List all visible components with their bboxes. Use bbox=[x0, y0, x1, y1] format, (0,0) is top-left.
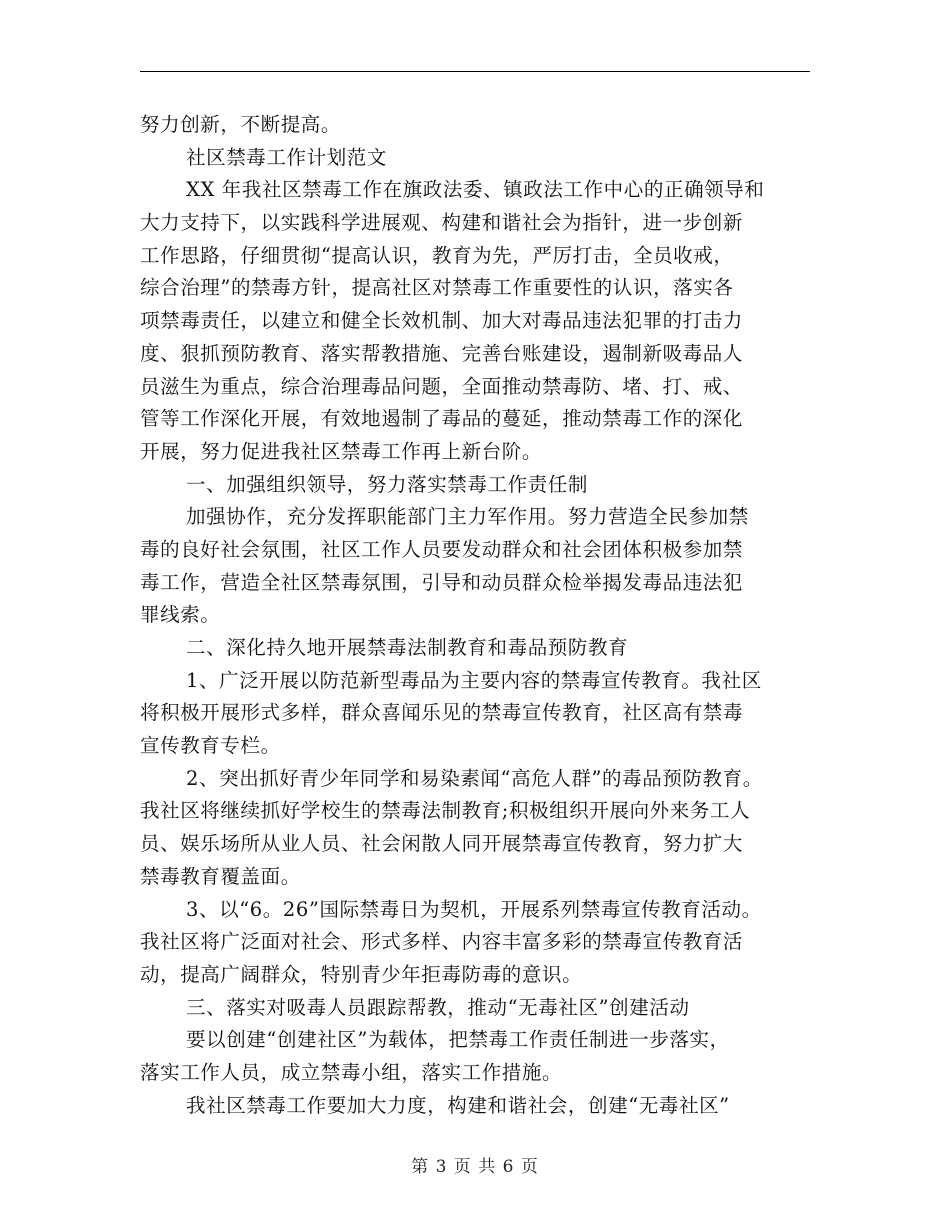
text-line: 1、广泛开展以防范新型毒品为主要内容的禁毒宣传教育。我社区 bbox=[186, 668, 762, 692]
text-line: 二、深化持久地开展禁毒法制教育和毒品预防教育 bbox=[186, 636, 629, 659]
text-line: 加强协作，充分发挥职能部门主力军作用。努力营造全民参加禁 bbox=[186, 505, 749, 529]
text-line: 工作思路，仔细贯彻“提高认识，教育为先，严厉打击，全员收戒， bbox=[140, 243, 734, 267]
text-line: 大力支持下，以实践科学进展观、构建和谐社会为指针，进一步创新 bbox=[140, 211, 744, 235]
text-line: 禁毒教育覆盖面。 bbox=[140, 864, 301, 888]
document-body bbox=[140, 109, 810, 1122]
text-line: 项禁毒责任，以建立和健全长效机制、加大对毒品违法犯罪的打击力 bbox=[140, 309, 744, 333]
text-line: 努力创新，不断提高。 bbox=[140, 113, 342, 136]
text-line: 要以创建“创建社区”为载体，把禁毒工作责任制进一步落实， bbox=[186, 1028, 730, 1052]
text-line: 员、娱乐场所从业人员、社会闲散人同开展禁毒宣传教育，努力扩大 bbox=[140, 832, 744, 856]
header-rule bbox=[140, 71, 810, 72]
text-line: 我社区将广泛面对社会、形式多样、内容丰富多彩的禁毒宣传教育活 bbox=[140, 930, 744, 954]
text-line: 毒的良好社会氛围，社区工作人员要发动群众和社会团体积极参加禁 bbox=[140, 537, 744, 561]
text-line: 宣传教育专栏。 bbox=[140, 734, 281, 758]
text-line: 动，提高广阔群众，特别青少年拒毒防毒的意识。 bbox=[140, 962, 583, 986]
text-line: 将积极开展形式多样，群众喜闻乐见的禁毒宣传教育，社区高有禁毒 bbox=[140, 701, 744, 725]
text-line: 综合治理”的禁毒方针，提高社区对禁毒工作重要性的认识，落实各 bbox=[140, 276, 734, 300]
text-line: 开展，努力促进我社区禁毒工作再上新台阶。 bbox=[140, 439, 543, 463]
text-line: 罪线索。 bbox=[140, 603, 221, 627]
text-line: XX 年我社区禁毒工作在旗政法委、镇政法工作中心的正确领导和 bbox=[186, 178, 765, 202]
text-line: 2、突出抓好青少年同学和易染素闻“高危人群”的毒品预防教育。 bbox=[186, 766, 763, 790]
page-footer: 第 3 页 共 6 页 bbox=[411, 1157, 539, 1177]
text-line: 管等工作深化开展，有效地遏制了毒品的蔓延，推动禁毒工作的深化 bbox=[140, 407, 744, 431]
text-line: 3、以“6。26”国际禁毒日为契机，开展系列禁毒宣传教育活动。 bbox=[186, 897, 762, 921]
text-line: 社区禁毒工作计划范文 bbox=[186, 145, 388, 169]
text-line: 度、狠抓预防教育、落实帮教措施、完善台账建设，遏制新吸毒品人 bbox=[140, 341, 744, 365]
text-line: 毒工作，营造全社区禁毒氛围，引导和动员群众检举揭发毒品违法犯 bbox=[140, 570, 744, 594]
text-line: 我社区将继续抓好学校生的禁毒法制教育;积极组织开展向外来务工人 bbox=[140, 799, 751, 823]
text-line: 一、加强组织领导，努力落实禁毒工作责任制 bbox=[186, 472, 589, 496]
text-line: 落实工作人员，成立禁毒小组，落实工作措施。 bbox=[140, 1060, 563, 1084]
text-line: 三、落实对吸毒人员跟踪帮教，推动“无毒社区”创建活动 bbox=[186, 995, 690, 1019]
text-line: 员滋生为重点，综合治理毒品问题，全面推动禁毒防、堵、打、戒、 bbox=[140, 374, 744, 398]
text-line: 我社区禁毒工作要加大力度，构建和谐社会，创建“无毒社区” bbox=[186, 1093, 730, 1117]
